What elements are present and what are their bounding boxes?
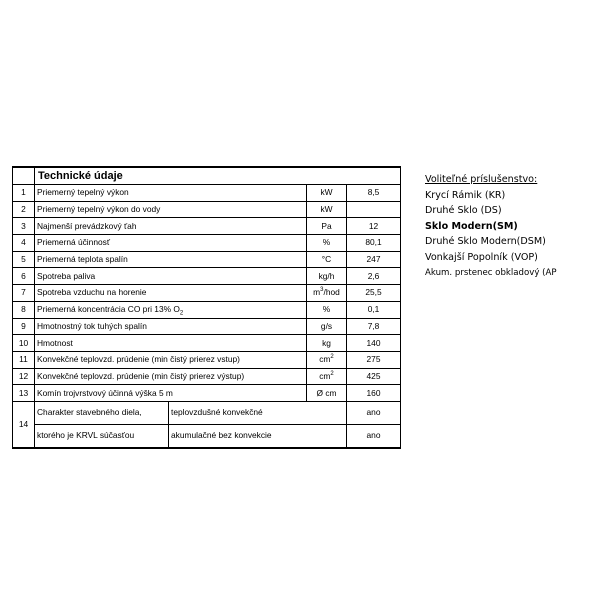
row-value: 275: [347, 351, 401, 368]
unit-superscript: 2: [330, 371, 334, 378]
row14-label-top: Charakter stavebného diela,: [35, 401, 169, 424]
row-unit: %: [307, 235, 347, 252]
row-number: 3: [13, 218, 35, 235]
table-row: [13, 218, 401, 235]
row-label: Priemerná teplota spalín: [35, 251, 307, 268]
row-number: 11: [13, 351, 35, 368]
table-row: [13, 368, 401, 385]
row-value: 247: [347, 251, 401, 268]
label-main: Priemerná koncentrácia CO pri 13% O: [37, 304, 180, 315]
row-number: 10: [13, 335, 35, 352]
row-number: 12: [13, 368, 35, 385]
table-row: [13, 201, 401, 218]
row-unit: kg/h: [307, 268, 347, 285]
row-number: 13: [13, 385, 35, 402]
row-value: 0,1: [347, 301, 401, 318]
row-unit: Pa: [307, 218, 347, 235]
row-label: [35, 301, 307, 318]
row-label: Hmotnost: [35, 335, 307, 352]
accessory-item: Vonkajší Popolník (VOP): [425, 251, 538, 263]
table-row: [13, 285, 401, 302]
unit-superscript: 2: [330, 354, 334, 361]
row-label: Komín trojvrstvový účinná výška 5 m: [35, 385, 307, 402]
row-label: Priemerný tepelný výkon do vody: [35, 201, 307, 218]
table-header-row: [13, 167, 401, 185]
row-label: Spotreba vzduchu na horenie: [35, 285, 307, 302]
table-row: [13, 335, 401, 352]
row-value: 140: [347, 335, 401, 352]
accessories-list: [425, 172, 600, 281]
row-unit: %: [307, 301, 347, 318]
row-value: 12: [347, 218, 401, 235]
row-value: 425: [347, 368, 401, 385]
accessory-item: Sklo Modern(SM): [425, 220, 518, 232]
row-unit: kW: [307, 185, 347, 202]
table-row-14-bottom: [13, 424, 401, 448]
accessory-item: Krycí Rámik (KR): [425, 189, 506, 201]
table-title: Technické údaje: [35, 167, 401, 185]
label-subscript: 2: [179, 310, 184, 317]
row-value: 160: [347, 385, 401, 402]
row-value: [347, 201, 401, 218]
row-number: 8: [13, 301, 35, 318]
row-unit: Ø cm: [307, 385, 347, 402]
row14-value-convective: ano: [347, 401, 401, 424]
row-number: 14: [13, 401, 35, 448]
row-number: 6: [13, 268, 35, 285]
accessory-item: Druhé Sklo (DS): [425, 205, 502, 217]
unit-main: cm: [319, 370, 331, 381]
row-label: Spotreba paliva: [35, 268, 307, 285]
row-label: Priemerný tepelný výkon: [35, 185, 307, 202]
table-row: [13, 318, 401, 335]
row-number: 9: [13, 318, 35, 335]
row-value: 80,1: [347, 235, 401, 252]
table-row: [13, 268, 401, 285]
table-row-14-top: [13, 401, 401, 424]
table-row: [13, 351, 401, 368]
table-row: [13, 385, 401, 402]
row14-option-accumulating: akumulačné bez konvekcie: [169, 424, 347, 448]
row-label: Priemerná účinnosť: [35, 235, 307, 252]
row-value: 2,6: [347, 268, 401, 285]
table-row: [13, 185, 401, 202]
row-number: 4: [13, 235, 35, 252]
unit-main: m: [313, 287, 321, 298]
row-number: 5: [13, 251, 35, 268]
row14-option-convective: teplovzdušné konvekčné: [169, 401, 347, 424]
row-label: Hmotnostný tok tuhých spalín: [35, 318, 307, 335]
row14-label-bottom: ktorého je KRVL súčasťou: [35, 424, 169, 448]
table-row: [13, 235, 401, 252]
row-unit: [307, 285, 347, 302]
row-unit: °C: [307, 251, 347, 268]
row-number: 1: [13, 185, 35, 202]
row-unit: [307, 351, 347, 368]
row-value: 8,5: [347, 185, 401, 202]
technical-data-table: [12, 166, 401, 449]
header-number-cell: [13, 167, 35, 185]
row-label: Konvekčné teplovzd. prúdenie (min čistý prierez výstup): [35, 368, 307, 385]
row-value: 7,8: [347, 318, 401, 335]
unit-superscript: 3: [320, 287, 324, 294]
row-value: 25,5: [347, 285, 401, 302]
table-row: [13, 251, 401, 268]
unit-rest: /hod: [323, 287, 340, 298]
accessories-heading: Voliteľné príslušenstvo:: [425, 174, 538, 185]
row-unit: [307, 368, 347, 385]
row-label: Najmenší prevádzkový ťah: [35, 218, 307, 235]
row-number: 2: [13, 201, 35, 218]
accessory-item: Druhé Sklo Modern(DSM): [425, 236, 546, 248]
row-label: Konvekčné teplovzd. prúdenie (min čistý prierez vstup): [35, 351, 307, 368]
row14-value-accumulating: ano: [347, 424, 401, 448]
row-unit: g/s: [307, 318, 347, 335]
table-row: [13, 301, 401, 318]
accessory-item: Akum. prstenec obkladový (AP: [425, 267, 557, 278]
row-unit: kg: [307, 335, 347, 352]
row-unit: kW: [307, 201, 347, 218]
unit-main: cm: [319, 354, 331, 365]
row-number: 7: [13, 285, 35, 302]
